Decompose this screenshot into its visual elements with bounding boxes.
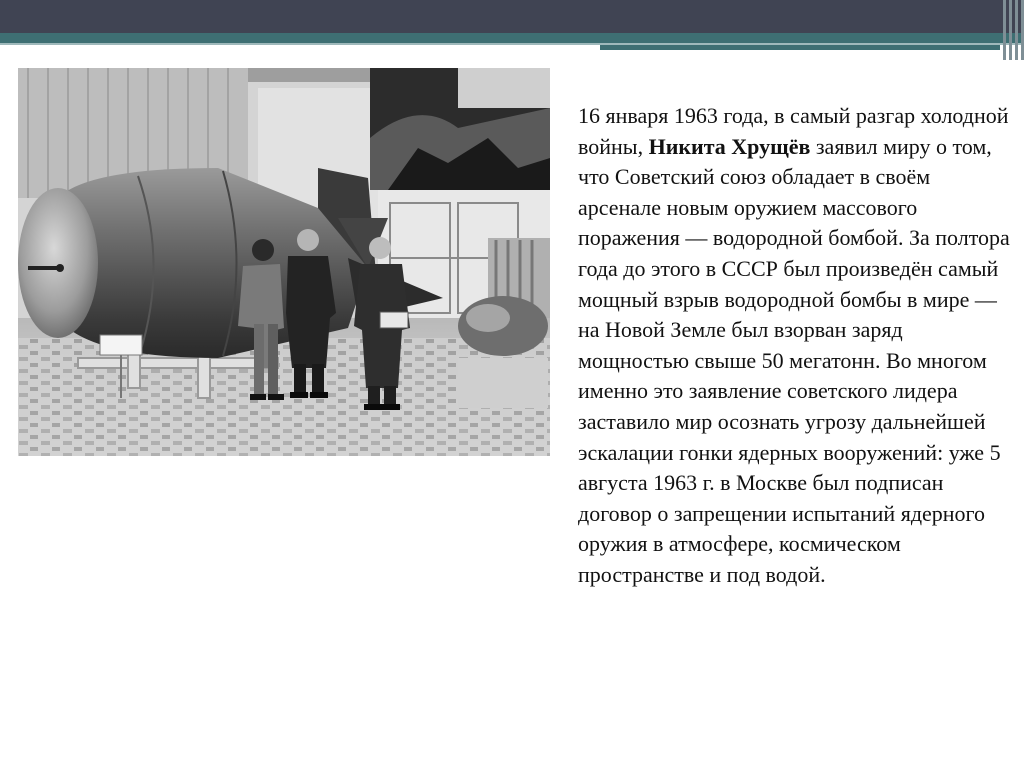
header-stripes xyxy=(993,0,1024,60)
header-band-accent xyxy=(600,45,1000,50)
header-band-teal xyxy=(0,33,1024,43)
khrushchev-name: Никита Хрущёв xyxy=(648,133,811,159)
header-band xyxy=(0,0,1024,52)
header-band-dark xyxy=(0,0,1024,33)
paragraph-part-1: 16 января 1963 года, в самый разгар холодной войны, xyxy=(578,103,1009,159)
museum-photo xyxy=(18,68,550,456)
slide-body-text xyxy=(578,101,1018,591)
paragraph-part-2: заявил миру о том, что Советский союз обладает в своём арсенале новым оружием массового поражения — водородной бомбой. За полтора года до этого в СССР был произведён самый мощный взрыв водородной бомбы в мире — на Новой Земле был взорван заряд мощностью свыше 50 мегатонн. Во многом именно это заявление советского лидера заставило мир осознать угрозу дальнейшей эскалации гонки ядерных вооружений: уже 5 августа 1963 г. в Москве был подписан договор о запрещении испытаний ядерного оружия в атмосфере, космическом пространстве и под водой. xyxy=(578,133,1010,587)
